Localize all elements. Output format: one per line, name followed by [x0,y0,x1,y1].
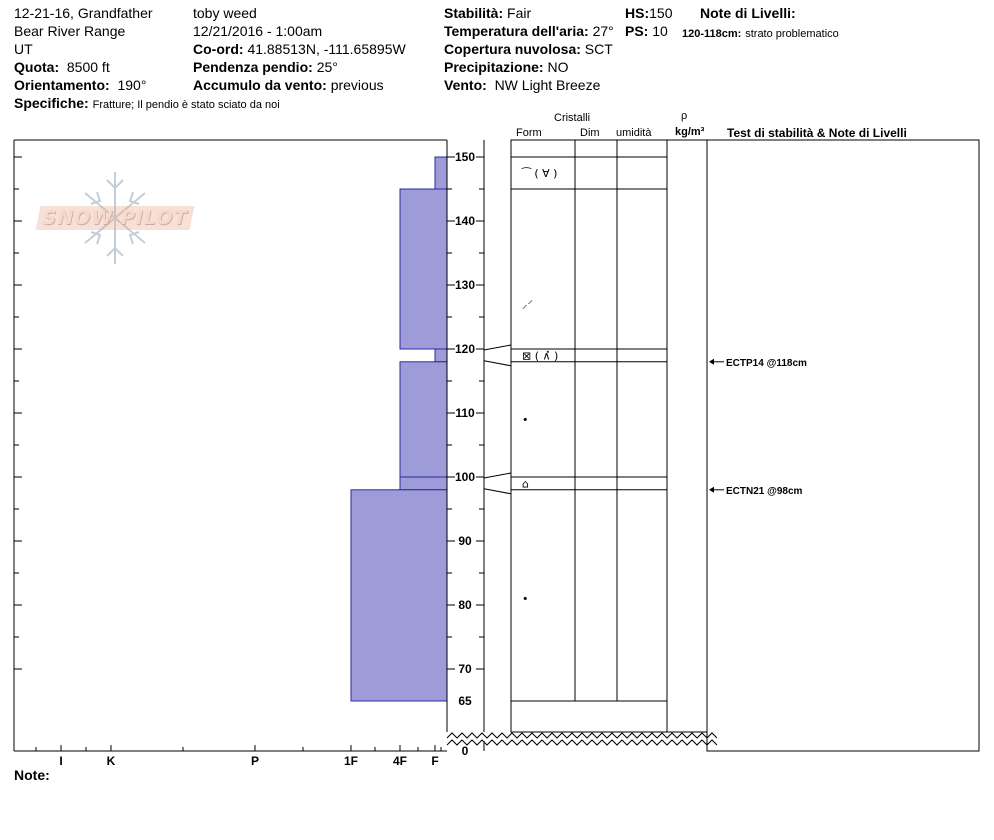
test-label: ECTP14 @118cm [726,357,807,369]
crystal-symbol: ⊠ ( ∧̽ ) [522,349,559,363]
note-range: 120-118cm: [682,28,742,40]
pendenza-label: Pendenza pendio: [193,59,313,75]
copertura-label: Copertura nuvolosa: [444,41,581,57]
vento-label: Vento: [444,77,487,93]
hs-label: HS: [625,5,650,21]
form-header: Form [516,127,542,139]
precip-label: Precipitazione: [444,59,544,75]
height-tick-label: 90 [458,534,472,548]
hardness-bar [400,189,447,349]
snowpilot-logo: SNOW PILOT [35,206,194,230]
precip-value: NO [547,59,569,75]
tests-header: Test di stabilità & Note di Livelli [727,126,907,140]
axis-break [447,733,717,738]
crystal-symbol: ⸝⸍ [522,298,533,312]
height-tick-label: 150 [454,150,476,164]
accumulo-label: Accumulo da vento: [193,77,327,93]
height-tick-label: 140 [454,214,476,228]
height-tick-label: 130 [454,278,476,292]
hardness-bar [400,477,447,490]
quota-value: 8500 ft [66,59,110,75]
hardness-bar [435,349,447,362]
hs-value: 150 [649,5,673,21]
ps-value: 10 [652,23,668,39]
test-arrow-head [709,359,714,365]
dim-header: Dim [580,127,600,139]
ps-label: PS: [625,23,649,39]
quota-label: Quota: [14,59,60,75]
note-text: strato problematico [745,28,839,40]
hardness-label: P [250,754,260,768]
boundary-connector [484,345,511,350]
orientation-value: 190° [117,77,147,93]
axis-break [447,740,717,745]
height-tick-label: 120 [454,342,476,356]
crystal-grid-frame [511,140,707,732]
hardness-bar [351,490,447,701]
boundary-connector [484,361,511,366]
hardness-bar [400,362,447,477]
hardness-label: 4F [392,754,408,768]
pendenza-value: 25° [316,59,338,75]
tests-panel [707,140,979,751]
stabilita-label: Stabilità: [444,5,504,21]
boundary-connector [484,473,511,478]
note-label: Note: [14,767,50,783]
coord-label: Co-ord: [193,41,244,57]
temp-label: Temperatura dell'aria: [444,23,589,39]
height-tick-label: 65 [458,694,472,708]
height-tick-label: 70 [458,662,472,676]
specifiche-label: Specifiche: [14,95,89,111]
hardness-bar [435,157,447,189]
temp-value: 27° [592,23,614,39]
crystal-symbol: • [522,413,529,427]
height-tick-label: 80 [458,598,472,612]
datetime: 12/21/2016 - 1:00am [193,23,323,39]
location-title: 12-21-16, Grandfather [14,5,153,21]
test-label: ECTN21 @98cm [726,485,803,497]
coord-value: 41.88513N, -111.65895W [247,41,406,57]
note-livelli-label: Note di Livelli: [700,5,796,21]
stabilita-value: Fair [507,5,532,21]
vento-value: NW Light Breeze [494,77,601,93]
state: UT [14,41,33,57]
umidita-header: umidità [616,127,652,139]
test-arrow-head [709,487,714,493]
hardness-label: F [431,754,439,768]
specifiche-value: Fratture; Il pendio è stato sciato da noi [92,99,280,111]
hardness-label: I [59,754,63,768]
crystal-symbol: ⁀ ( ∀ ) [522,167,558,180]
accumulo-value: previous [330,77,384,93]
hardness-label: K [106,754,116,768]
observer: toby weed [193,5,257,21]
boundary-connector [484,489,511,494]
crystal-symbol: • [522,592,529,606]
orientation-label: Orientamento: [14,77,110,93]
copertura-value: SCT [584,41,613,57]
range-name: Bear River Range [14,23,126,39]
rho-header: ρ [681,110,688,122]
density-unit-header: kg/m³ [675,126,705,138]
height-tick-label: 0 [461,744,469,758]
height-tick-label: 100 [454,470,476,484]
hardness-label: 1F [343,754,359,768]
cristalli-header: Cristalli [554,112,591,124]
crystal-symbol: ⌂ [522,477,529,491]
height-tick-label: 110 [455,406,475,420]
